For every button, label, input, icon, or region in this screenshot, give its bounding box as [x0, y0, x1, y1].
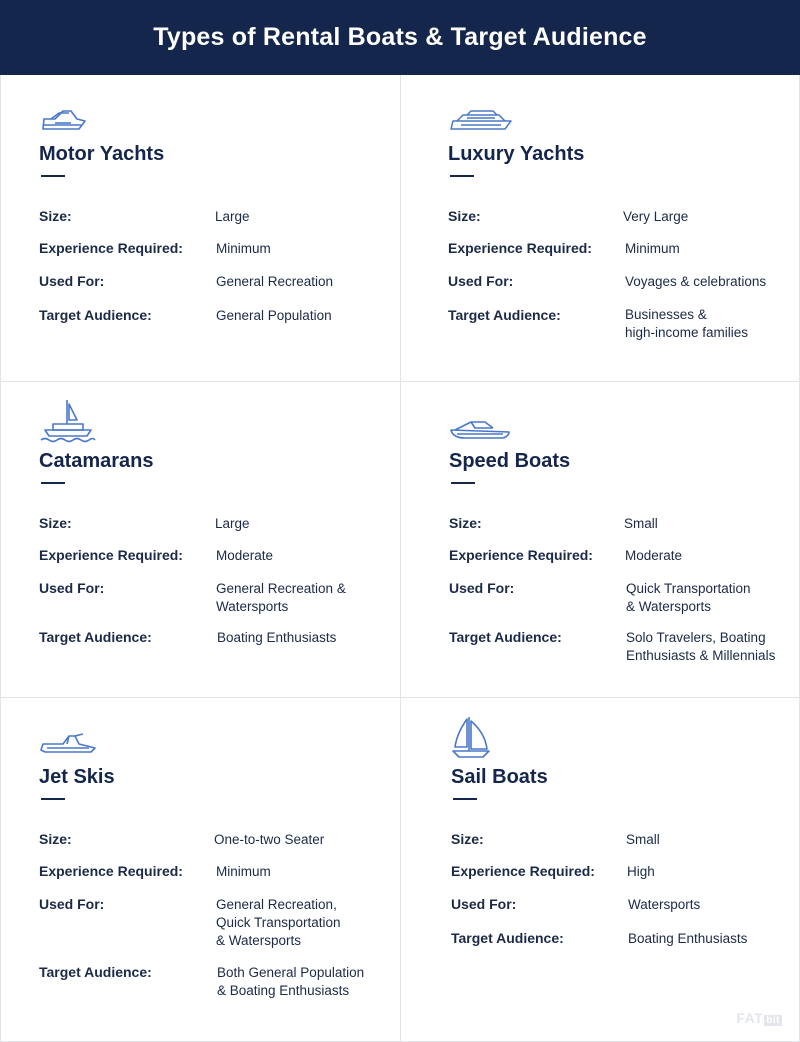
experience-value: High — [627, 864, 655, 879]
experience-label: Experience Required: — [39, 240, 183, 256]
used-for-value — [216, 273, 333, 291]
used-for-value — [216, 580, 346, 616]
title-underline — [41, 175, 65, 177]
experience-value: Minimum — [216, 241, 271, 256]
value-line: Enthusiasts & Millennials — [626, 648, 776, 663]
used-for-label: Used For: — [39, 273, 105, 289]
catamaran-icon — [39, 398, 97, 444]
value-line: General Recreation — [216, 274, 334, 289]
boat-card-catamarans — [39, 382, 399, 697]
boat-card-speed-boats — [449, 382, 799, 697]
size-label: Size: — [39, 831, 72, 847]
size-value: Large — [215, 516, 250, 531]
logo-badge: bit — [766, 1015, 780, 1026]
experience-label: Experience Required: — [449, 547, 593, 563]
size-label: Size: — [448, 208, 481, 224]
value-line: high-income families — [625, 325, 749, 340]
value-line: Voyages & celebrations — [625, 274, 767, 289]
audience-label: Target Audience: — [451, 930, 564, 946]
used-for-label: Used For: — [449, 580, 515, 596]
value-line: Boating Enthusiasts — [628, 931, 748, 946]
value-line: Solo Travelers, Boating — [626, 630, 766, 645]
size-value: Very Large — [623, 209, 689, 224]
used-for-label: Used For: — [39, 896, 105, 912]
size-label: Size: — [39, 515, 72, 531]
speed-boat-icon — [449, 416, 511, 442]
value-line: & Watersports — [626, 599, 712, 614]
size-value: Small — [626, 832, 660, 847]
title-underline — [450, 175, 474, 177]
fatbit-logo — [736, 1010, 782, 1026]
boat-title: Motor Yachts — [39, 143, 165, 165]
audience-label: Target Audience: — [39, 964, 152, 980]
experience-label: Experience Required: — [39, 863, 183, 879]
title-underline — [41, 482, 65, 484]
used-for-value — [216, 896, 341, 950]
boat-title: Speed Boats — [449, 450, 571, 472]
used-for-label: Used For: — [451, 896, 517, 912]
used-for-value — [626, 580, 751, 616]
experience-label: Experience Required: — [448, 240, 592, 256]
experience-label: Experience Required: — [451, 863, 595, 879]
value-line: Boating Enthusiasts — [217, 630, 337, 645]
boat-title: Sail Boats — [451, 766, 548, 788]
jet-ski-icon — [39, 732, 99, 756]
boat-grid — [0, 75, 800, 1042]
value-line: General Recreation & — [216, 581, 346, 596]
sail-boat-icon — [451, 715, 491, 759]
value-line: General Population — [216, 308, 332, 323]
size-label: Size: — [39, 208, 72, 224]
boat-card-luxury-yachts — [448, 75, 798, 381]
audience-value — [625, 306, 748, 342]
audience-label: Target Audience: — [449, 629, 562, 645]
experience-value: Moderate — [625, 548, 683, 563]
title-underline — [41, 798, 65, 800]
boat-title: Jet Skis — [39, 766, 115, 788]
luxury-yacht-icon — [449, 109, 513, 131]
value-line: General Recreation, — [216, 897, 337, 912]
title-underline — [453, 798, 477, 800]
boat-card-jet-skis — [39, 698, 399, 1041]
experience-value: Minimum — [216, 864, 271, 879]
value-line: Businesses & — [625, 307, 707, 322]
experience-label: Experience Required: — [39, 547, 183, 563]
boat-card-motor-yachts — [39, 75, 399, 381]
boat-title: Luxury Yachts — [448, 143, 585, 165]
audience-value — [216, 307, 332, 325]
value-line: & Watersports — [216, 933, 302, 948]
audience-value — [217, 964, 364, 1000]
boat-card-sail-boats — [451, 698, 799, 1041]
value-line: Watersports — [216, 599, 289, 614]
audience-value — [628, 930, 747, 948]
logo-text: FAT — [736, 1010, 764, 1026]
page-title: Types of Rental Boats & Target Audience — [153, 23, 647, 51]
experience-value: Moderate — [216, 548, 274, 563]
size-value: One-to-two Seater — [214, 832, 325, 847]
value-line: Quick Transportation — [626, 581, 751, 596]
used-for-value — [628, 896, 700, 914]
audience-label: Target Audience: — [39, 307, 152, 323]
audience-label: Target Audience: — [448, 307, 561, 323]
grid-divider-vertical — [400, 75, 401, 1042]
used-for-label: Used For: — [39, 580, 105, 596]
size-label: Size: — [449, 515, 482, 531]
audience-value — [626, 629, 775, 665]
value-line: & Boating Enthusiasts — [217, 983, 350, 998]
audience-value — [217, 629, 336, 647]
motor-yacht-icon — [41, 107, 87, 131]
audience-label: Target Audience: — [39, 629, 152, 645]
size-value: Large — [215, 209, 250, 224]
used-for-label: Used For: — [448, 273, 514, 289]
size-value: Small — [624, 516, 658, 531]
value-line: Quick Transportation — [216, 915, 341, 930]
title-underline — [451, 482, 475, 484]
size-label: Size: — [451, 831, 484, 847]
value-line: Watersports — [628, 897, 701, 912]
used-for-value — [625, 273, 766, 291]
grid-border — [0, 75, 1, 1042]
page-header — [0, 0, 800, 75]
experience-value: Minimum — [625, 241, 680, 256]
value-line: Both General Population — [217, 965, 365, 980]
boat-title: Catamarans — [39, 450, 154, 472]
